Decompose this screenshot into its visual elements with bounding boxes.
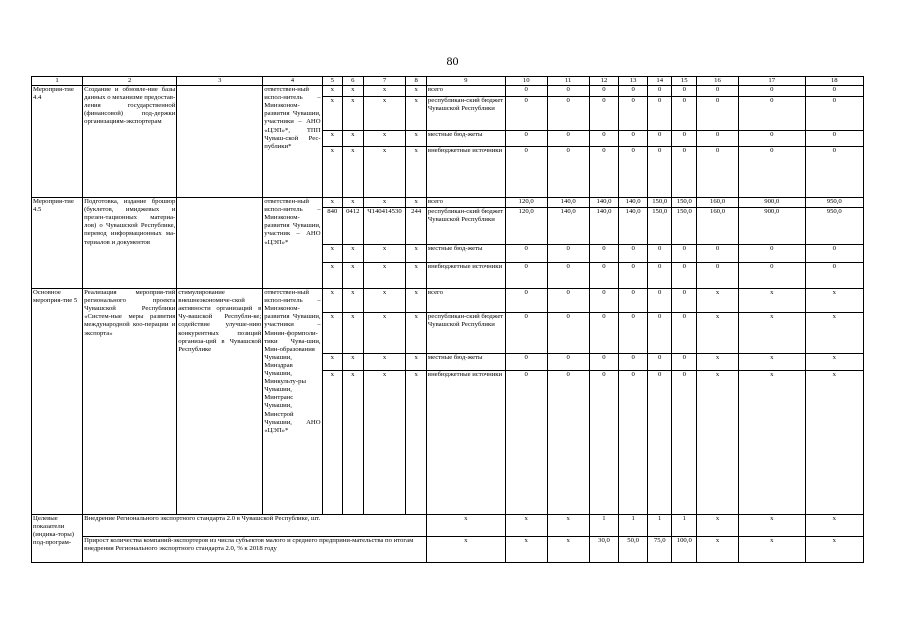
funding-value: x bbox=[805, 354, 864, 371]
budget-code-c8: x bbox=[406, 245, 426, 263]
funding-value: 0 bbox=[589, 313, 619, 354]
funding-value: 0 bbox=[647, 289, 672, 313]
funding-value: x bbox=[805, 313, 864, 354]
funding-value: 0 bbox=[589, 147, 619, 198]
budget-code-c7: x bbox=[363, 198, 406, 208]
measure-name: Создание и обновле-ние базы данных о механизме предостав-ления государственной (финансовой) под-держки организациям-экспортерам bbox=[83, 86, 177, 198]
measure-goal: стимулирование внешнеэкономиче-ской активности организаций в Чу-вашской Республи-ке; содействие улучше-нию конкурентных позиций организа-ций в Чувашской Республике bbox=[177, 289, 263, 515]
funding-source: внебюджетные источники bbox=[426, 263, 505, 289]
target-text: Прирост количества компаний-экспортеров из числа субъектов малого и среднего предприни-мательства по итогам внедрения Регионального экспортного стандарта 2.0, % к 2018 году bbox=[83, 537, 427, 563]
budget-code-c7: x bbox=[363, 97, 406, 131]
target-value: x bbox=[426, 537, 505, 563]
budget-code-c6: 0412 bbox=[343, 208, 363, 245]
budget-code-c7: x bbox=[363, 371, 406, 515]
funding-value: 0 bbox=[805, 86, 864, 97]
funding-value: x bbox=[697, 354, 739, 371]
budget-code-c5: x bbox=[322, 313, 342, 354]
funding-source: внебюджетные источники bbox=[426, 147, 505, 198]
funding-value: 120,0 bbox=[505, 198, 547, 208]
funding-value: 0 bbox=[805, 131, 864, 147]
funding-value: 0 bbox=[647, 313, 672, 354]
col-num: 7 bbox=[363, 77, 406, 86]
funding-value: x bbox=[805, 371, 864, 515]
col-num: 9 bbox=[426, 77, 505, 86]
funding-value: x bbox=[697, 289, 739, 313]
budget-code-c8: x bbox=[406, 263, 426, 289]
funding-value: 150,0 bbox=[672, 208, 697, 245]
measure-executors: ответствен-ный испол-нитель – Минэконом-развития Чувашии, участник – АНО «ЦЭП»* bbox=[263, 198, 322, 289]
budget-code-c5: 840 bbox=[322, 208, 342, 245]
budget-code-c7: Ч140414530 bbox=[363, 208, 406, 245]
funding-value: 0 bbox=[589, 371, 619, 515]
budget-code-c6: x bbox=[343, 245, 363, 263]
funding-value: 0 bbox=[805, 97, 864, 131]
funding-value: 0 bbox=[589, 97, 619, 131]
funding-value: 0 bbox=[589, 354, 619, 371]
target-value: 75,0 bbox=[647, 537, 672, 563]
funding-value: 0 bbox=[805, 245, 864, 263]
target-value: 1 bbox=[619, 515, 648, 537]
funding-value: 0 bbox=[505, 245, 547, 263]
funding-value: 0 bbox=[505, 97, 547, 131]
table-row bbox=[32, 198, 864, 208]
funding-value: 0 bbox=[589, 131, 619, 147]
funding-value: 0 bbox=[619, 354, 648, 371]
funding-value: 0 bbox=[738, 263, 805, 289]
table-row bbox=[32, 289, 864, 313]
funding-source: республикан-ский бюджет Чувашской Республики bbox=[426, 97, 505, 131]
funding-value: 0 bbox=[647, 263, 672, 289]
funding-source: всего bbox=[426, 198, 505, 208]
measure-executors: ответствен-ный испол-нитель – Минэконом-развития Чувашии, участники – Минин-формполи-тики Чува-шии, Мин-образования Чувашии, Минздрав Чувашии, Минкульту-ры Чувашии, Минтранс Чувашии, Минстрой Чувашии, АНО «ЦЭП»* bbox=[263, 289, 322, 515]
funding-value: 0 bbox=[647, 245, 672, 263]
funding-value: 0 bbox=[738, 147, 805, 198]
budget-code-c5: x bbox=[322, 245, 342, 263]
target-value: x bbox=[738, 515, 805, 537]
target-value: 1 bbox=[647, 515, 672, 537]
budget-code-c5: x bbox=[322, 263, 342, 289]
page-number: 80 bbox=[446, 54, 459, 68]
funding-value: x bbox=[697, 371, 739, 515]
target-value: x bbox=[738, 537, 805, 563]
col-num: 13 bbox=[619, 77, 648, 86]
budget-code-c8: 244 bbox=[406, 208, 426, 245]
budget-code-c8: x bbox=[406, 131, 426, 147]
measure-code: Основное мероприя-тие 5 bbox=[32, 289, 83, 515]
budget-code-c6: x bbox=[343, 131, 363, 147]
funding-value: 0 bbox=[547, 354, 589, 371]
funding-value: 0 bbox=[505, 371, 547, 515]
col-num: 16 bbox=[697, 77, 739, 86]
funding-value: 0 bbox=[547, 147, 589, 198]
funding-value: 0 bbox=[547, 86, 589, 97]
target-value: x bbox=[805, 537, 864, 563]
funding-value: 0 bbox=[619, 147, 648, 198]
funding-value: 140,0 bbox=[547, 208, 589, 245]
budget-code-c5: x bbox=[322, 97, 342, 131]
funding-value: 0 bbox=[647, 354, 672, 371]
col-num: 17 bbox=[738, 77, 805, 86]
funding-value: 0 bbox=[619, 97, 648, 131]
target-row bbox=[32, 537, 864, 563]
funding-value: 0 bbox=[505, 131, 547, 147]
measure-name: Подготовка, издание брошюр (буклетов, имиджевых и презен-тационных материа-лов) о Чувашской Республике, перевод информационных ма-териалов и документов bbox=[83, 198, 177, 289]
funding-value: 140,0 bbox=[589, 198, 619, 208]
funding-value: 0 bbox=[697, 97, 739, 131]
budget-code-c8: x bbox=[406, 313, 426, 354]
funding-value: 0 bbox=[547, 97, 589, 131]
funding-value: 0 bbox=[672, 97, 697, 131]
col-num: 12 bbox=[589, 77, 619, 86]
funding-source: всего bbox=[426, 289, 505, 313]
budget-code-c5: x bbox=[322, 147, 342, 198]
funding-value: 950,0 bbox=[805, 198, 864, 208]
col-num: 2 bbox=[83, 77, 177, 86]
col-num: 3 bbox=[177, 77, 263, 86]
budget-code-c6: x bbox=[343, 147, 363, 198]
table-row bbox=[32, 86, 864, 97]
budget-code-c7: x bbox=[363, 313, 406, 354]
funding-value: 0 bbox=[547, 245, 589, 263]
funding-value: 0 bbox=[647, 371, 672, 515]
funding-value: 0 bbox=[738, 131, 805, 147]
measure-code: Мероприя-тие 4.5 bbox=[32, 198, 83, 289]
funding-source: внебюджетные источники bbox=[426, 371, 505, 515]
funding-value: 0 bbox=[672, 86, 697, 97]
funding-value: 0 bbox=[647, 147, 672, 198]
target-value: x bbox=[505, 537, 547, 563]
funding-value: 900,0 bbox=[738, 198, 805, 208]
funding-value: 0 bbox=[805, 147, 864, 198]
budget-code-c7: x bbox=[363, 245, 406, 263]
funding-value: 900,0 bbox=[738, 208, 805, 245]
funding-value: 0 bbox=[697, 131, 739, 147]
target-value: x bbox=[426, 515, 505, 537]
target-value: x bbox=[547, 537, 589, 563]
funding-value: 0 bbox=[738, 245, 805, 263]
funding-value: 160,0 bbox=[697, 198, 739, 208]
funding-value: 0 bbox=[647, 131, 672, 147]
funding-value: 0 bbox=[672, 354, 697, 371]
funding-source: местные бюд-жеты bbox=[426, 131, 505, 147]
target-value: x bbox=[547, 515, 589, 537]
funding-value: x bbox=[738, 371, 805, 515]
budget-code-c8: x bbox=[406, 371, 426, 515]
funding-value: x bbox=[738, 313, 805, 354]
target-row bbox=[32, 515, 864, 537]
col-num: 6 bbox=[343, 77, 363, 86]
budget-code-c6: x bbox=[343, 86, 363, 97]
funding-value: 0 bbox=[619, 289, 648, 313]
funding-value: 0 bbox=[672, 147, 697, 198]
budget-code-c6: x bbox=[343, 289, 363, 313]
funding-value: 0 bbox=[547, 371, 589, 515]
budget-code-c7: x bbox=[363, 354, 406, 371]
funding-value: 0 bbox=[589, 245, 619, 263]
budget-code-c6: x bbox=[343, 371, 363, 515]
budget-code-c7: x bbox=[363, 131, 406, 147]
funding-value: 0 bbox=[547, 131, 589, 147]
target-value: x bbox=[805, 515, 864, 537]
column-number-row bbox=[32, 77, 864, 86]
measure-goal bbox=[177, 198, 263, 289]
target-value: 50,0 bbox=[619, 537, 648, 563]
funding-value: 0 bbox=[619, 371, 648, 515]
budget-code-c6: x bbox=[343, 198, 363, 208]
funding-value: 150,0 bbox=[672, 198, 697, 208]
funding-value: 0 bbox=[619, 131, 648, 147]
funding-value: 140,0 bbox=[589, 208, 619, 245]
budget-code-c8: x bbox=[406, 97, 426, 131]
funding-value: 0 bbox=[619, 245, 648, 263]
col-num: 11 bbox=[547, 77, 589, 86]
funding-source: местные бюд-жеты bbox=[426, 245, 505, 263]
col-num: 15 bbox=[672, 77, 697, 86]
budget-code-c8: x bbox=[406, 289, 426, 313]
funding-value: 0 bbox=[619, 86, 648, 97]
funding-value: 0 bbox=[672, 245, 697, 263]
budget-code-c8: x bbox=[406, 198, 426, 208]
funding-value: 0 bbox=[589, 86, 619, 97]
target-value: 1 bbox=[589, 515, 619, 537]
budget-code-c8: x bbox=[406, 86, 426, 97]
program-table bbox=[31, 76, 864, 563]
target-value: x bbox=[697, 537, 739, 563]
budget-code-c5: x bbox=[322, 289, 342, 313]
funding-value: 0 bbox=[697, 147, 739, 198]
funding-value: x bbox=[697, 313, 739, 354]
budget-code-c6: x bbox=[343, 313, 363, 354]
funding-value: 0 bbox=[672, 131, 697, 147]
budget-code-c7: x bbox=[363, 147, 406, 198]
funding-value: 0 bbox=[697, 263, 739, 289]
funding-value: 0 bbox=[505, 289, 547, 313]
funding-value: 140,0 bbox=[619, 198, 648, 208]
target-value: 1 bbox=[672, 515, 697, 537]
measure-goal bbox=[177, 86, 263, 198]
budget-code-c6: x bbox=[343, 97, 363, 131]
funding-value: 0 bbox=[647, 97, 672, 131]
measure-code: Мероприя-тие 4.4 bbox=[32, 86, 83, 198]
budget-code-c6: x bbox=[343, 354, 363, 371]
col-num: 18 bbox=[805, 77, 864, 86]
target-value: 100,0 bbox=[672, 537, 697, 563]
funding-value: 0 bbox=[505, 354, 547, 371]
funding-value: 0 bbox=[619, 263, 648, 289]
budget-code-c7: x bbox=[363, 263, 406, 289]
funding-value: x bbox=[738, 289, 805, 313]
budget-code-c5: x bbox=[322, 86, 342, 97]
funding-value: 0 bbox=[672, 313, 697, 354]
col-num: 4 bbox=[263, 77, 322, 86]
funding-value: 0 bbox=[672, 371, 697, 515]
funding-value: 0 bbox=[547, 289, 589, 313]
funding-value: 0 bbox=[697, 245, 739, 263]
funding-value: 140,0 bbox=[547, 198, 589, 208]
funding-value: 0 bbox=[738, 86, 805, 97]
funding-value: x bbox=[805, 289, 864, 313]
funding-value: 0 bbox=[547, 263, 589, 289]
funding-value: 0 bbox=[505, 263, 547, 289]
budget-code-c5: x bbox=[322, 131, 342, 147]
funding-value: 0 bbox=[505, 147, 547, 198]
budget-code-c8: x bbox=[406, 147, 426, 198]
col-num: 14 bbox=[647, 77, 672, 86]
col-num: 1 bbox=[32, 77, 83, 86]
col-num: 10 bbox=[505, 77, 547, 86]
target-text: Внедрение Регионального экспортного стандарта 2.0 в Чувашской Республике, шт. bbox=[83, 515, 427, 537]
budget-code-c6: x bbox=[343, 263, 363, 289]
funding-value: 0 bbox=[647, 86, 672, 97]
target-value: x bbox=[505, 515, 547, 537]
funding-value: 0 bbox=[547, 313, 589, 354]
target-value: 30,0 bbox=[589, 537, 619, 563]
funding-value: 0 bbox=[505, 86, 547, 97]
funding-value: 0 bbox=[738, 97, 805, 131]
funding-value: 0 bbox=[589, 289, 619, 313]
budget-code-c7: x bbox=[363, 289, 406, 313]
funding-value: 0 bbox=[589, 263, 619, 289]
measure-executors: ответствен-ный испол-нитель – Минэконом-развития Чувашии, участники – АНО «ЦЭП»*, ТПП Чуваш-ской Рес-публики* bbox=[263, 86, 322, 198]
funding-value: 160,0 bbox=[697, 208, 739, 245]
funding-value: 150,0 bbox=[647, 208, 672, 245]
budget-code-c5: x bbox=[322, 198, 342, 208]
budget-code-c5: x bbox=[322, 371, 342, 515]
funding-value: 950,0 bbox=[805, 208, 864, 245]
funding-source: республикан-ский бюджет Чувашской Республики bbox=[426, 313, 505, 354]
funding-value: 0 bbox=[619, 313, 648, 354]
funding-source: местные бюд-жеты bbox=[426, 354, 505, 371]
funding-value: 140,0 bbox=[619, 208, 648, 245]
funding-value: 0 bbox=[672, 263, 697, 289]
funding-value: 0 bbox=[697, 86, 739, 97]
funding-value: 120,0 bbox=[505, 208, 547, 245]
measure-name: Реализация мероприя-тий регионального проекта Чувашской Республики «Систем-ные меры развития международной коо-перации и экспорта» bbox=[83, 289, 177, 515]
funding-value: 0 bbox=[805, 263, 864, 289]
target-value: x bbox=[697, 515, 739, 537]
funding-value: 150,0 bbox=[647, 198, 672, 208]
budget-code-c8: x bbox=[406, 354, 426, 371]
col-num: 5 bbox=[322, 77, 342, 86]
budget-code-c7: x bbox=[363, 86, 406, 97]
funding-value: 0 bbox=[505, 313, 547, 354]
funding-source: всего bbox=[426, 86, 505, 97]
col-num: 8 bbox=[406, 77, 426, 86]
funding-value: 0 bbox=[672, 289, 697, 313]
budget-code-c5: x bbox=[322, 354, 342, 371]
funding-source: республикан-ский бюджет Чувашской Республики bbox=[426, 208, 505, 245]
funding-value: x bbox=[738, 354, 805, 371]
targets-label: Целевые показатели (индика-торы) под-програм- bbox=[32, 515, 83, 563]
